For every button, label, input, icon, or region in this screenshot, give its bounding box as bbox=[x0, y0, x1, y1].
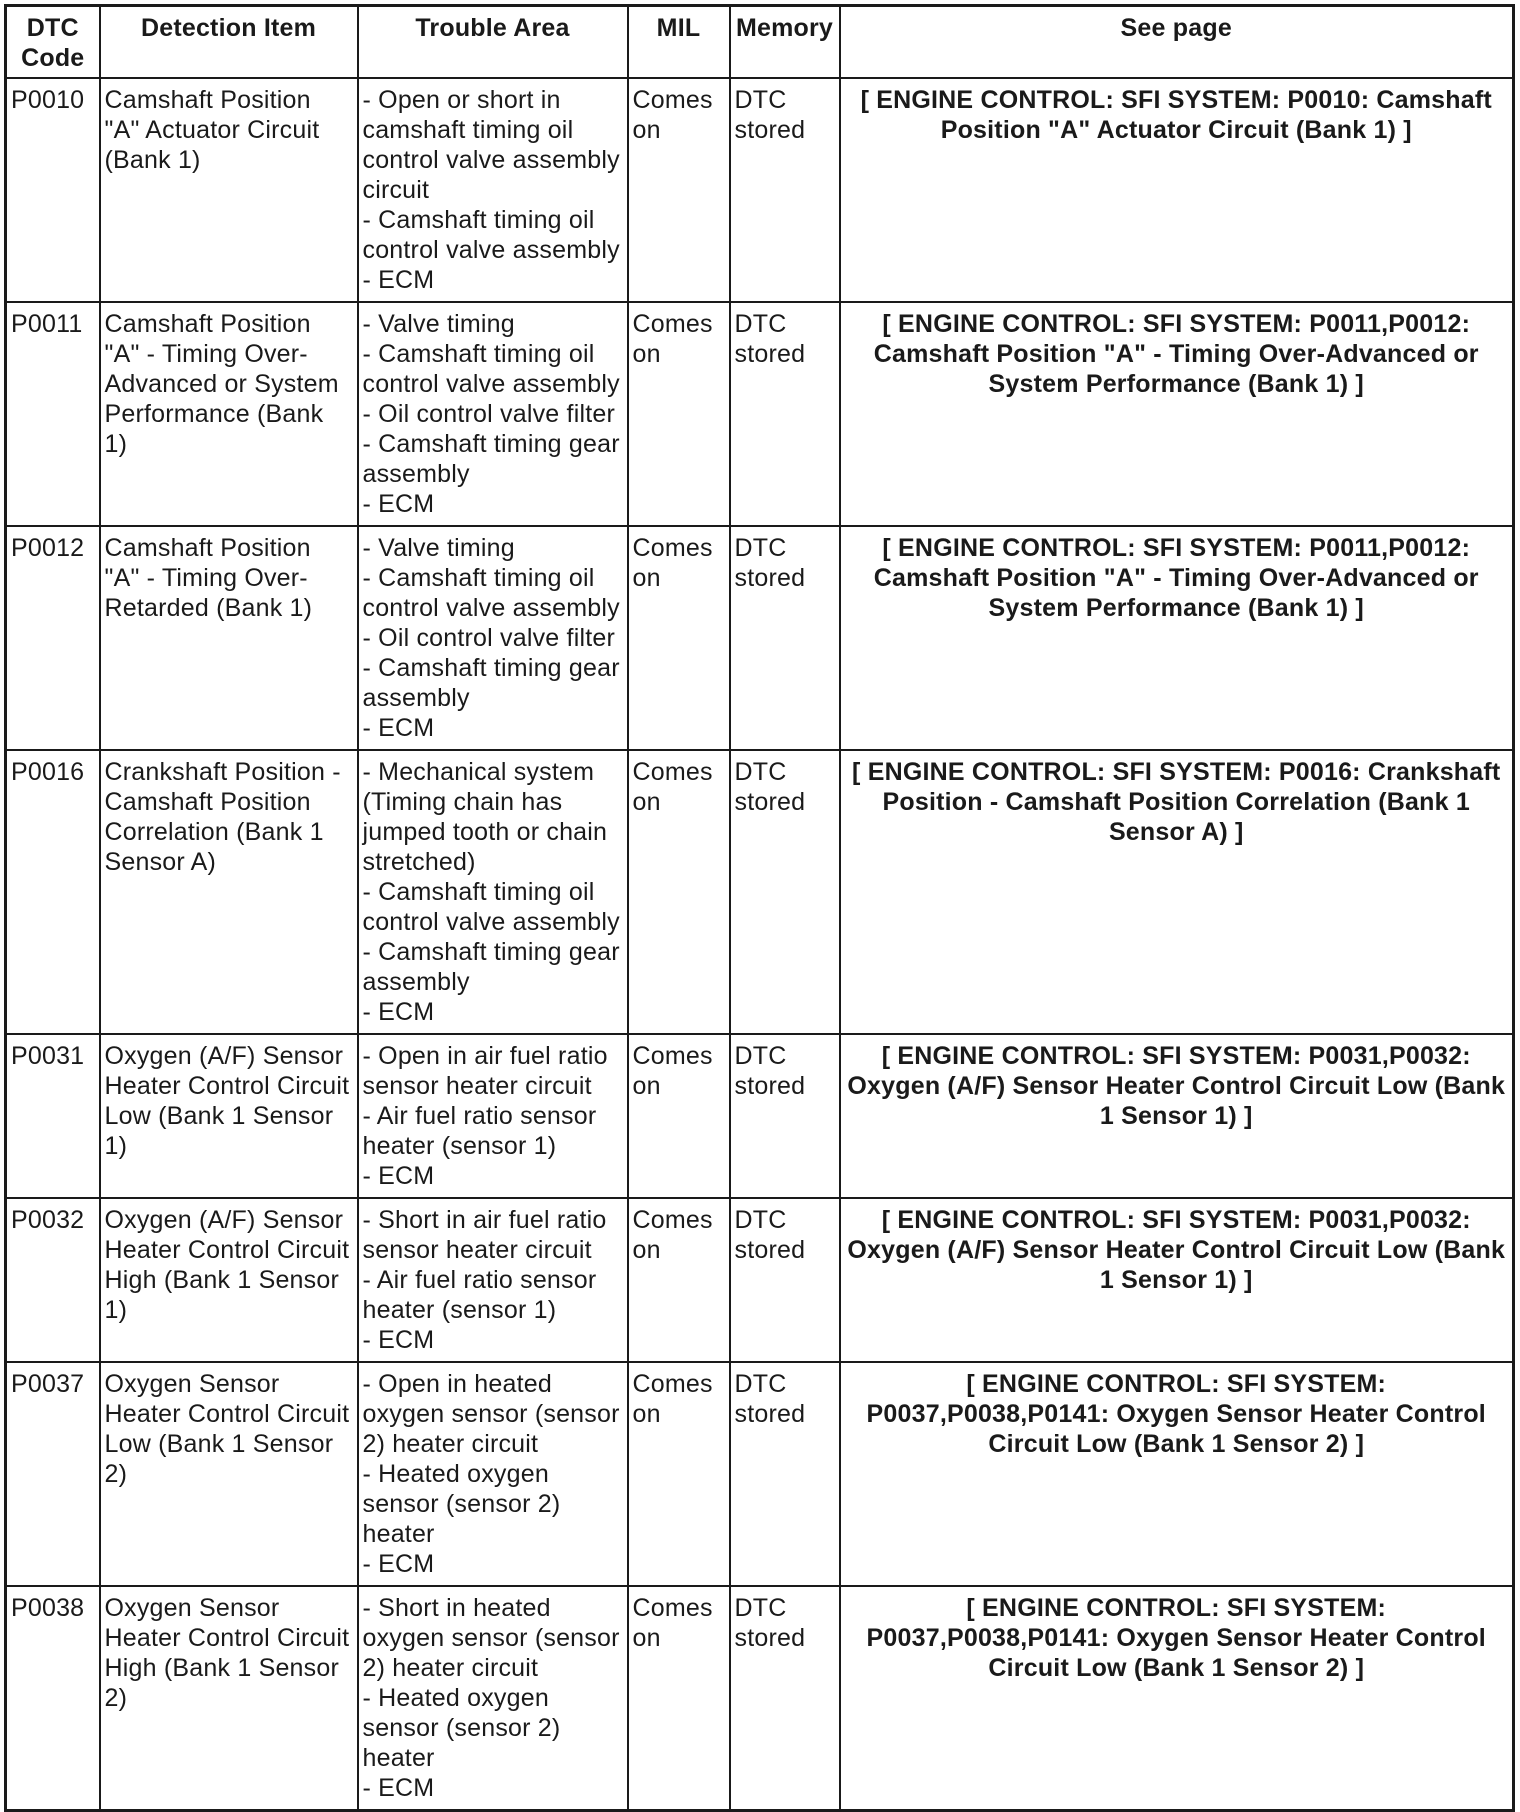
trouble-area-item: - Camshaft timing oil control valve assembly bbox=[362, 878, 620, 936]
trouble-area-item: - Heated oxygen sensor (sensor 2) heater bbox=[362, 1460, 561, 1548]
header-memory: Memory bbox=[730, 6, 840, 79]
trouble-area-item: - ECM bbox=[362, 266, 435, 294]
table-header bbox=[6, 6, 1514, 79]
trouble-area-item: - ECM bbox=[362, 1162, 435, 1190]
trouble-area-item: - Camshaft timing oil control valve assembly bbox=[362, 206, 620, 264]
document-page bbox=[4, 4, 1512, 1812]
trouble-area-item: - Air fuel ratio sensor heater (sensor 1) bbox=[362, 1102, 597, 1160]
detection-item-cell: Camshaft Position "A" Actuator Circuit (Bank 1) bbox=[100, 78, 358, 302]
dtc-code-cell: P0011 bbox=[6, 302, 100, 526]
trouble-area-item: - Open in air fuel ratio sensor heater circuit bbox=[362, 1042, 608, 1100]
detection-item-cell: Oxygen Sensor Heater Control Circuit High (Bank 1 Sensor 2) bbox=[100, 1586, 358, 1811]
dtc-code-cell: P0037 bbox=[6, 1362, 100, 1586]
trouble-area-item: - ECM bbox=[362, 714, 435, 742]
mil-cell: Comes on bbox=[628, 1034, 730, 1198]
mil-cell: Comes on bbox=[628, 1362, 730, 1586]
dtc-code-cell: P0016 bbox=[6, 750, 100, 1034]
see-page-link[interactable]: [ ENGINE CONTROL: SFI SYSTEM: P0016: Crankshaft Position - Camshaft Position Correlation (Bank 1 Sensor A) ] bbox=[840, 750, 1514, 1034]
dtc-table bbox=[4, 4, 1515, 1812]
dtc-code-cell: P0031 bbox=[6, 1034, 100, 1198]
trouble-area-cell bbox=[358, 750, 628, 1034]
memory-cell: DTC stored bbox=[730, 302, 840, 526]
trouble-area-cell bbox=[358, 1034, 628, 1198]
mil-cell: Comes on bbox=[628, 78, 730, 302]
memory-cell: DTC stored bbox=[730, 1586, 840, 1811]
header-row bbox=[6, 6, 1514, 79]
see-page-link[interactable]: [ ENGINE CONTROL: SFI SYSTEM: P0037,P0038,P0141: Oxygen Sensor Heater Control Circuit Low (Bank 1 Sensor 2) ] bbox=[840, 1586, 1514, 1811]
mil-cell: Comes on bbox=[628, 1198, 730, 1362]
trouble-area-cell bbox=[358, 1362, 628, 1586]
trouble-area-item: - Camshaft timing oil control valve assembly bbox=[362, 340, 620, 398]
dtc-code-cell: P0038 bbox=[6, 1586, 100, 1811]
memory-cell: DTC stored bbox=[730, 78, 840, 302]
header-see-page: See page bbox=[840, 6, 1514, 79]
table-row bbox=[6, 302, 1514, 526]
trouble-area-item: - Valve timing bbox=[362, 310, 515, 338]
trouble-area-item: - Air fuel ratio sensor heater (sensor 1) bbox=[362, 1266, 597, 1324]
table-row bbox=[6, 78, 1514, 302]
mil-cell: Comes on bbox=[628, 302, 730, 526]
memory-cell: DTC stored bbox=[730, 1198, 840, 1362]
dtc-code-cell: P0010 bbox=[6, 78, 100, 302]
table-body bbox=[6, 78, 1514, 1811]
memory-cell: DTC stored bbox=[730, 750, 840, 1034]
table-row bbox=[6, 1362, 1514, 1586]
mil-cell: Comes on bbox=[628, 526, 730, 750]
memory-cell: DTC stored bbox=[730, 526, 840, 750]
see-page-link[interactable]: [ ENGINE CONTROL: SFI SYSTEM: P0037,P0038,P0141: Oxygen Sensor Heater Control Circuit Low (Bank 1 Sensor 2) ] bbox=[840, 1362, 1514, 1586]
trouble-area-item: - Mechanical system (Timing chain has jumped tooth or chain stretched) bbox=[362, 758, 608, 876]
trouble-area-cell bbox=[358, 526, 628, 750]
header-dtc-code: DTC Code bbox=[6, 6, 100, 79]
see-page-link[interactable]: [ ENGINE CONTROL: SFI SYSTEM: P0031,P0032: Oxygen (A/F) Sensor Heater Control Circuit Low (Bank 1 Sensor 1) ] bbox=[840, 1198, 1514, 1362]
mil-cell: Comes on bbox=[628, 1586, 730, 1811]
trouble-area-cell bbox=[358, 78, 628, 302]
dtc-code-cell: P0032 bbox=[6, 1198, 100, 1362]
trouble-area-item: - ECM bbox=[362, 1550, 435, 1578]
trouble-area-item: - ECM bbox=[362, 490, 435, 518]
detection-item-cell: Camshaft Position "A" - Timing Over-Retarded (Bank 1) bbox=[100, 526, 358, 750]
trouble-area-cell bbox=[358, 1586, 628, 1811]
trouble-area-item: - Short in heated oxygen sensor (sensor 2) heater circuit bbox=[362, 1594, 620, 1682]
see-page-link[interactable]: [ ENGINE CONTROL: SFI SYSTEM: P0031,P0032: Oxygen (A/F) Sensor Heater Control Circuit Low (Bank 1 Sensor 1) ] bbox=[840, 1034, 1514, 1198]
table-row bbox=[6, 750, 1514, 1034]
table-row bbox=[6, 526, 1514, 750]
trouble-area-cell bbox=[358, 302, 628, 526]
trouble-area-item: - Camshaft timing gear assembly bbox=[362, 654, 620, 712]
dtc-code-cell: P0012 bbox=[6, 526, 100, 750]
trouble-area-item: - Camshaft timing oil control valve assembly bbox=[362, 564, 620, 622]
detection-item-cell: Oxygen (A/F) Sensor Heater Control Circuit Low (Bank 1 Sensor 1) bbox=[100, 1034, 358, 1198]
trouble-area-item: - Oil control valve filter bbox=[362, 400, 615, 428]
mil-cell: Comes on bbox=[628, 750, 730, 1034]
trouble-area-cell bbox=[358, 1198, 628, 1362]
trouble-area-item: - Short in air fuel ratio sensor heater circuit bbox=[362, 1206, 607, 1264]
trouble-area-item: - Valve timing bbox=[362, 534, 515, 562]
detection-item-cell: Oxygen Sensor Heater Control Circuit Low (Bank 1 Sensor 2) bbox=[100, 1362, 358, 1586]
header-trouble-area: Trouble Area bbox=[358, 6, 628, 79]
table-row bbox=[6, 1586, 1514, 1811]
trouble-area-item: - Camshaft timing gear assembly bbox=[362, 938, 620, 996]
see-page-link[interactable]: [ ENGINE CONTROL: SFI SYSTEM: P0011,P0012: Camshaft Position "A" - Timing Over-Advanced or System Performance (Bank 1) ] bbox=[840, 302, 1514, 526]
table-row bbox=[6, 1198, 1514, 1362]
table-row bbox=[6, 1034, 1514, 1198]
memory-cell: DTC stored bbox=[730, 1034, 840, 1198]
trouble-area-item: - Oil control valve filter bbox=[362, 624, 615, 652]
trouble-area-item: - Camshaft timing gear assembly bbox=[362, 430, 620, 488]
memory-cell: DTC stored bbox=[730, 1362, 840, 1586]
trouble-area-item: - ECM bbox=[362, 1326, 435, 1354]
header-mil: MIL bbox=[628, 6, 730, 79]
see-page-link[interactable]: [ ENGINE CONTROL: SFI SYSTEM: P0011,P0012: Camshaft Position "A" - Timing Over-Advanced or System Performance (Bank 1) ] bbox=[840, 526, 1514, 750]
trouble-area-item: - Heated oxygen sensor (sensor 2) heater bbox=[362, 1684, 561, 1772]
trouble-area-item: - ECM bbox=[362, 1774, 435, 1802]
see-page-link[interactable]: [ ENGINE CONTROL: SFI SYSTEM: P0010: Camshaft Position "A" Actuator Circuit (Bank 1) ] bbox=[840, 78, 1514, 302]
trouble-area-item: - ECM bbox=[362, 998, 435, 1026]
trouble-area-item: - Open in heated oxygen sensor (sensor 2) heater circuit bbox=[362, 1370, 620, 1458]
trouble-area-item: - Open or short in camshaft timing oil control valve assembly circuit bbox=[362, 86, 620, 204]
detection-item-cell: Crankshaft Position - Camshaft Position Correlation (Bank 1 Sensor A) bbox=[100, 750, 358, 1034]
detection-item-cell: Oxygen (A/F) Sensor Heater Control Circuit High (Bank 1 Sensor 1) bbox=[100, 1198, 358, 1362]
detection-item-cell: Camshaft Position "A" - Timing Over-Advanced or System Performance (Bank 1) bbox=[100, 302, 358, 526]
header-detection-item: Detection Item bbox=[100, 6, 358, 79]
